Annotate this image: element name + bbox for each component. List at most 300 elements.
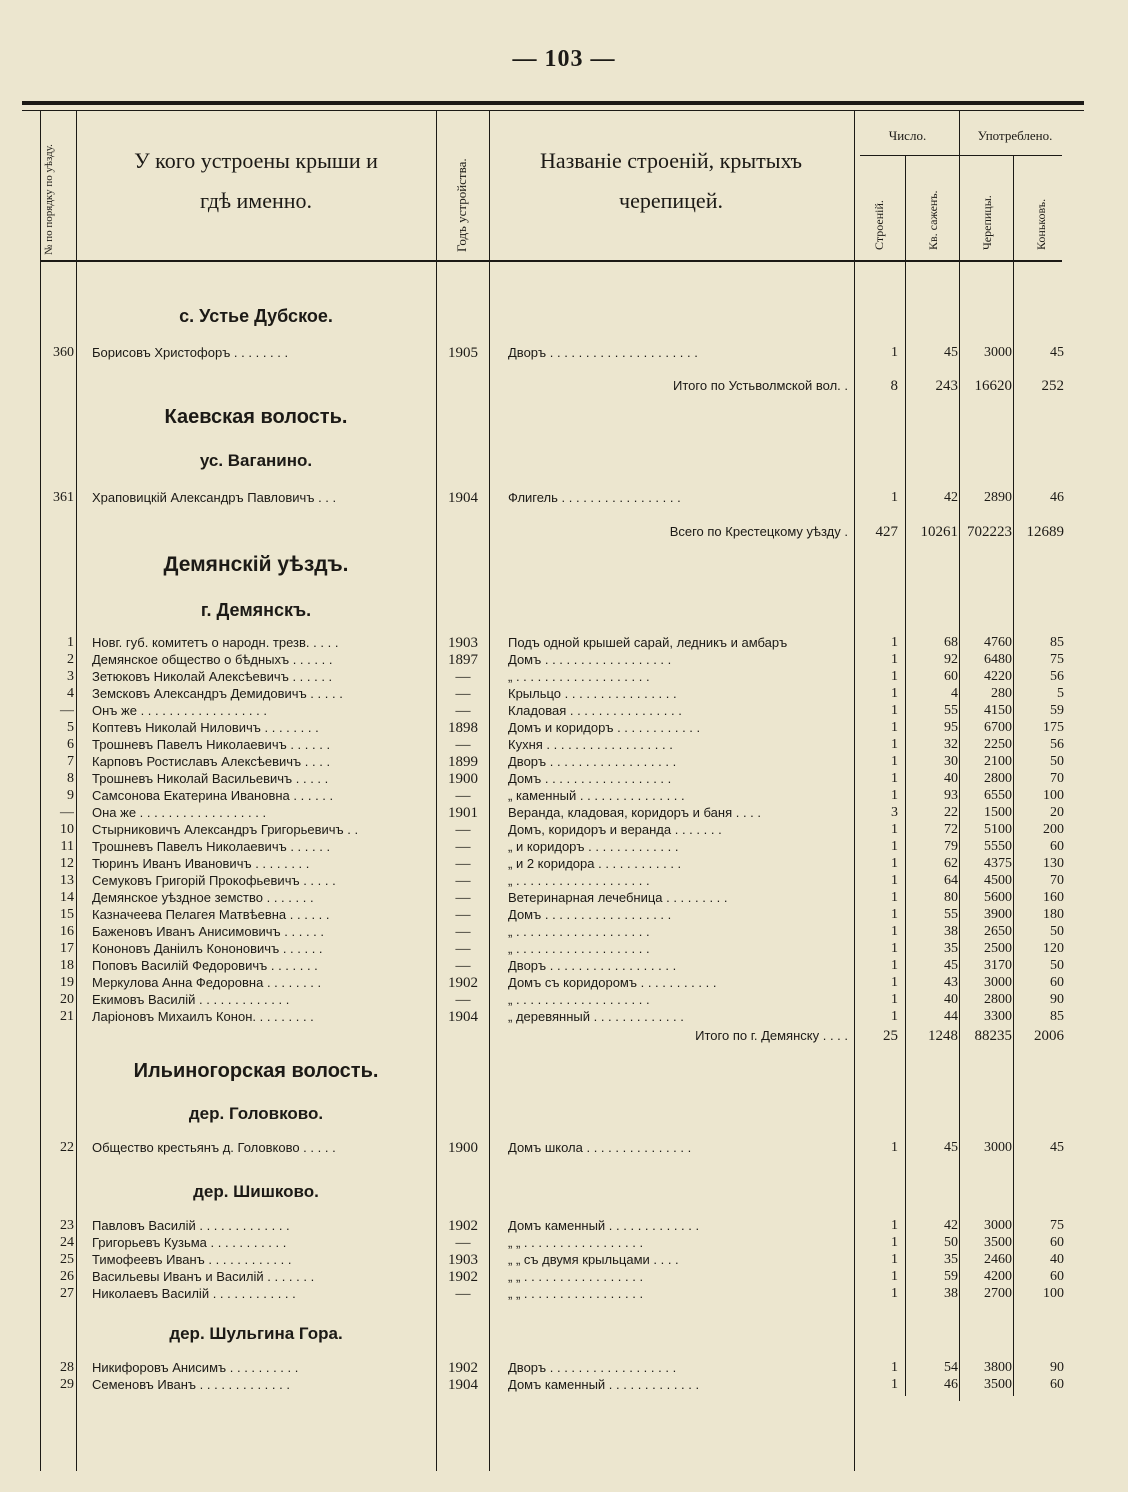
ridge-count: 90 <box>1050 1360 1064 1375</box>
tile-count: 2800 <box>984 992 1012 1007</box>
row-number: 8 <box>67 771 74 786</box>
building-name: „ и коридоръ . . . . . . . . . . . . . <box>508 839 679 854</box>
year-built: 1901 <box>448 805 478 821</box>
table-row <box>0 652 1128 668</box>
square-sazhen: 45 <box>944 345 958 360</box>
group-used-header: Употреблено. <box>977 128 1053 143</box>
table-row <box>0 686 1128 702</box>
building-name: „ „ . . . . . . . . . . . . . . . . . <box>508 1235 644 1250</box>
row-number: 9 <box>67 788 74 803</box>
col-no-header: № по порядку по уѣзду. <box>43 144 55 255</box>
row-number: 4 <box>67 686 74 701</box>
building-count: 1 <box>891 771 898 786</box>
table-row <box>0 345 1128 361</box>
top-rule-thick <box>22 101 1084 105</box>
tile-count: 2460 <box>984 1252 1012 1267</box>
table-row <box>0 1377 1128 1393</box>
building-count: 1 <box>891 345 898 360</box>
row-number: 25 <box>60 1252 74 1267</box>
square-sazhen: 30 <box>944 754 958 769</box>
square-sazhen: 72 <box>944 822 958 837</box>
tile-count: 6480 <box>984 652 1012 667</box>
year-built: — <box>455 669 471 685</box>
building-count: 1 <box>891 1252 898 1267</box>
table-row <box>0 924 1128 940</box>
tile-count: 6550 <box>984 788 1012 803</box>
building-name: „ и 2 коридора . . . . . . . . . . . . <box>508 856 682 871</box>
building-name: Ветеринарная лечебница . . . . . . . . . <box>508 890 728 905</box>
building-name: „ . . . . . . . . . . . . . . . . . . . <box>508 873 650 888</box>
row-number: 20 <box>60 992 74 1007</box>
tile-count: 280 <box>991 686 1012 701</box>
section-heading: г. Демянскъ. <box>200 600 312 620</box>
building-count: 1 <box>891 1218 898 1233</box>
square-sazhen: 95 <box>944 720 958 735</box>
table-row <box>0 839 1128 855</box>
ridge-count: 46 <box>1050 490 1064 505</box>
owner-name: Поповъ Василій Федоровичъ . . . . . . . <box>92 958 318 973</box>
row-number: 6 <box>67 737 74 752</box>
year-built: — <box>455 788 471 804</box>
owner-name: Она же . . . . . . . . . . . . . . . . . . <box>92 805 267 820</box>
ridge-count: 100 <box>1043 1286 1064 1301</box>
table-row <box>0 754 1128 770</box>
row-number: 22 <box>60 1140 74 1155</box>
total-str: 25 <box>883 1028 898 1044</box>
section-heading: Демянскій уѣздъ. <box>163 553 349 576</box>
row-number: 26 <box>60 1269 74 1284</box>
col-who-header-line1: У кого устроены крыши и <box>134 148 378 173</box>
ridge-count: 75 <box>1050 652 1064 667</box>
row-number: 24 <box>60 1235 74 1250</box>
owner-name: Самсонова Екатерина Ивановна . . . . . . <box>92 788 334 803</box>
building-count: 1 <box>891 754 898 769</box>
total-kv: 1248 <box>928 1028 958 1044</box>
owner-name: Онъ же . . . . . . . . . . . . . . . . . . <box>92 703 267 718</box>
building-name: Крыльцо . . . . . . . . . . . . . . . . <box>508 686 677 701</box>
building-count: 1 <box>891 1009 898 1024</box>
row-number: — <box>60 805 74 820</box>
building-name: Дворъ . . . . . . . . . . . . . . . . . . . . . <box>508 345 698 360</box>
row-number: 10 <box>60 822 74 837</box>
building-name: Дворъ . . . . . . . . . . . . . . . . . . <box>508 754 677 769</box>
tile-count: 4760 <box>984 635 1012 650</box>
row-number: 15 <box>60 907 74 922</box>
building-count: 1 <box>891 1235 898 1250</box>
col-str-header: Строеній. <box>872 200 886 250</box>
col-year-header-wrap <box>454 158 594 268</box>
total-cher: 702223 <box>967 524 1012 540</box>
page-number: — 103 — <box>512 46 616 72</box>
row-number: 360 <box>53 345 74 360</box>
row-number: 3 <box>67 669 74 684</box>
building-count: 1 <box>891 1140 898 1155</box>
ridge-count: 60 <box>1050 839 1064 854</box>
table-row <box>0 805 1128 821</box>
ridge-count: 75 <box>1050 1218 1064 1233</box>
owner-name: Трошневъ Павелъ Николаевичъ . . . . . . <box>92 839 331 854</box>
tile-count: 2250 <box>984 737 1012 752</box>
year-built: 1903 <box>448 635 478 651</box>
building-count: 1 <box>891 635 898 650</box>
row-number: 1 <box>67 635 74 650</box>
square-sazhen: 55 <box>944 907 958 922</box>
year-built: 1900 <box>448 1140 478 1156</box>
ridge-count: 180 <box>1043 907 1064 922</box>
table-row <box>0 490 1128 506</box>
owner-name: Ларіоновъ Михаилъ Конон. . . . . . . . . <box>92 1009 314 1024</box>
owner-name: Тимофеевъ Иванъ . . . . . . . . . . . . <box>92 1252 292 1267</box>
building-count: 1 <box>891 992 898 1007</box>
tile-count: 5100 <box>984 822 1012 837</box>
building-name: „ . . . . . . . . . . . . . . . . . . . <box>508 992 650 1007</box>
ridge-count: 60 <box>1050 1235 1064 1250</box>
building-name: Домъ каменный . . . . . . . . . . . . . <box>508 1377 700 1392</box>
building-name: Домъ, коридоръ и веранда . . . . . . . <box>508 822 722 837</box>
square-sazhen: 45 <box>944 958 958 973</box>
year-built: — <box>455 907 471 923</box>
col-bld-header-line1: Названіе строеній, крытыхъ <box>539 148 803 173</box>
year-built: 1900 <box>448 771 478 787</box>
building-name: „ деревянный . . . . . . . . . . . . . <box>508 1009 684 1024</box>
table-row <box>0 822 1128 838</box>
owner-name: Никифоровъ Анисимъ . . . . . . . . . . <box>92 1360 299 1375</box>
building-name: Кладовая . . . . . . . . . . . . . . . . <box>508 703 682 718</box>
col-no-header-wrap <box>43 144 243 275</box>
total-label: Итого по г. Демянску . . . . <box>695 1028 848 1043</box>
row-number: 12 <box>60 856 74 871</box>
ridge-count: 70 <box>1050 771 1064 786</box>
table-row <box>0 771 1128 787</box>
year-built: — <box>455 856 471 872</box>
building-name: Флигель . . . . . . . . . . . . . . . . . <box>508 490 681 505</box>
owner-name: Казначеева Пелагея Матвѣевна . . . . . . <box>92 907 330 922</box>
square-sazhen: 50 <box>944 1235 958 1250</box>
year-built: 1899 <box>448 754 478 770</box>
year-built: 1904 <box>448 490 478 506</box>
owner-name: Екимовъ Василій . . . . . . . . . . . . . <box>92 992 290 1007</box>
building-name: Кухня . . . . . . . . . . . . . . . . . . <box>508 737 673 752</box>
square-sazhen: 42 <box>944 490 958 505</box>
ridge-count: 130 <box>1043 856 1064 871</box>
year-built: 1897 <box>448 652 478 668</box>
table-row <box>0 975 1128 991</box>
row-number: 18 <box>60 958 74 973</box>
year-built: — <box>455 1286 471 1302</box>
table-row <box>0 788 1128 804</box>
building-name: Домъ . . . . . . . . . . . . . . . . . . <box>508 652 672 667</box>
owner-name: Кононовъ Даніилъ Кононовичъ . . . . . . <box>92 941 323 956</box>
square-sazhen: 93 <box>944 788 958 803</box>
ridge-count: 100 <box>1043 788 1064 803</box>
square-sazhen: 44 <box>944 1009 958 1024</box>
building-count: 1 <box>891 652 898 667</box>
ridge-count: 90 <box>1050 992 1064 1007</box>
top-rule-thin <box>22 110 1084 111</box>
table-row <box>0 1218 1128 1234</box>
tile-count: 5550 <box>984 839 1012 854</box>
square-sazhen: 43 <box>944 975 958 990</box>
building-count: 1 <box>891 1286 898 1301</box>
col-kon-header: Коньковъ. <box>1034 198 1048 250</box>
row-number: 21 <box>60 1009 74 1024</box>
year-built: — <box>455 822 471 838</box>
building-name: Домъ . . . . . . . . . . . . . . . . . . <box>508 907 672 922</box>
row-number: 14 <box>60 890 74 905</box>
group-rule <box>860 155 1062 156</box>
table-row <box>0 1009 1128 1025</box>
year-built: — <box>455 703 471 719</box>
building-count: 1 <box>891 924 898 939</box>
total-label: Итого по Устьволмской вол. . <box>673 378 848 393</box>
total-label: Всего по Крестецкому уѣзду . <box>669 524 848 539</box>
ridge-count: 56 <box>1050 669 1064 684</box>
section-heading: с. Устье Дубское. <box>179 306 333 326</box>
total-row <box>0 1028 1128 1046</box>
tile-count: 3500 <box>984 1235 1012 1250</box>
year-built: 1904 <box>448 1377 478 1393</box>
table-row <box>0 1140 1128 1156</box>
row-number: 11 <box>60 839 74 854</box>
building-count: 1 <box>891 958 898 973</box>
year-built: — <box>455 941 471 957</box>
square-sazhen: 80 <box>944 890 958 905</box>
building-name: Веранда, кладовая, коридоръ и баня . . . . <box>508 805 761 820</box>
owner-name: Общество крестьянъ д. Головково . . . . . <box>92 1140 336 1155</box>
table-row <box>0 907 1128 923</box>
owner-name: Трошневъ Николай Васильевичъ . . . . . <box>92 771 329 786</box>
ridge-count: 160 <box>1043 890 1064 905</box>
square-sazhen: 32 <box>944 737 958 752</box>
building-name: Домъ съ коридоромъ . . . . . . . . . . . <box>508 975 717 990</box>
row-number: 2 <box>67 652 74 667</box>
year-built: — <box>455 737 471 753</box>
col-cher-header: Черепицы. <box>980 195 994 250</box>
ridge-count: 200 <box>1043 822 1064 837</box>
row-number: 29 <box>60 1377 74 1392</box>
tile-count: 4375 <box>984 856 1012 871</box>
table-row <box>0 992 1128 1008</box>
row-number: 23 <box>60 1218 74 1233</box>
ridge-count: 60 <box>1050 1269 1064 1284</box>
owner-name: Демянское уѣздное земство . . . . . . . <box>92 890 314 905</box>
building-name: Домъ . . . . . . . . . . . . . . . . . . <box>508 771 672 786</box>
building-name: Подъ одной крышей сарай, ледникъ и амбаръ <box>508 635 788 650</box>
ridge-count: 70 <box>1050 873 1064 888</box>
table-row <box>0 856 1128 872</box>
square-sazhen: 68 <box>944 635 958 650</box>
total-kon: 252 <box>1041 378 1064 394</box>
owner-name: Баженовъ Иванъ Анисимовичъ . . . . . . <box>92 924 325 939</box>
table-row <box>0 635 1128 651</box>
row-number: 16 <box>60 924 74 939</box>
square-sazhen: 4 <box>951 686 958 701</box>
ridge-count: 85 <box>1050 1009 1064 1024</box>
square-sazhen: 46 <box>944 1377 958 1392</box>
year-built: — <box>455 992 471 1008</box>
building-count: 1 <box>891 822 898 837</box>
owner-name: Павловъ Василій . . . . . . . . . . . . . <box>92 1218 290 1233</box>
building-name: Домъ и коридоръ . . . . . . . . . . . . <box>508 720 701 735</box>
col-bld-header-line2: черепицей. <box>619 188 723 213</box>
col-kon-header-wrap <box>1034 198 1114 265</box>
tile-count: 3000 <box>984 1140 1012 1155</box>
row-number: — <box>60 703 74 718</box>
building-count: 1 <box>891 686 898 701</box>
owner-name: Николаевъ Василій . . . . . . . . . . . . <box>92 1286 296 1301</box>
tile-count: 3000 <box>984 345 1012 360</box>
building-count: 1 <box>891 873 898 888</box>
table-row <box>0 1286 1128 1302</box>
building-name: „ . . . . . . . . . . . . . . . . . . . <box>508 924 650 939</box>
owner-name: Борисовъ Христофоръ . . . . . . . . <box>92 345 289 360</box>
building-count: 1 <box>891 720 898 735</box>
tile-count: 3000 <box>984 975 1012 990</box>
ridge-count: 175 <box>1043 720 1064 735</box>
ridge-count: 60 <box>1050 975 1064 990</box>
tile-count: 4500 <box>984 873 1012 888</box>
table-row <box>0 1235 1128 1251</box>
tile-count: 5600 <box>984 890 1012 905</box>
section-heading: Ильиногорская волость. <box>133 1060 379 1082</box>
owner-name: Семуковъ Григорій Прокофьевичъ . . . . . <box>92 873 336 888</box>
building-name: Дворъ . . . . . . . . . . . . . . . . . . <box>508 1360 677 1375</box>
col-year-header: Годъ устройства. <box>454 158 469 252</box>
square-sazhen: 59 <box>944 1269 958 1284</box>
building-count: 1 <box>891 839 898 854</box>
owner-name: Храповицкій Александръ Павловичъ . . . <box>92 490 337 505</box>
section-heading: дер. Шульгина Гора. <box>169 1324 343 1343</box>
table-row <box>0 1360 1128 1376</box>
tile-count: 4220 <box>984 669 1012 684</box>
square-sazhen: 40 <box>944 771 958 786</box>
col-kv-header: Кв. саженъ. <box>926 190 940 250</box>
table-row <box>0 890 1128 906</box>
square-sazhen: 35 <box>944 941 958 956</box>
building-count: 1 <box>891 1360 898 1375</box>
tile-count: 3500 <box>984 1377 1012 1392</box>
building-count: 1 <box>891 890 898 905</box>
total-kon: 12689 <box>1026 524 1064 540</box>
row-number: 5 <box>67 720 74 735</box>
table-row <box>0 737 1128 753</box>
row-number: 19 <box>60 975 74 990</box>
building-count: 1 <box>891 703 898 718</box>
tile-count: 3170 <box>984 958 1012 973</box>
total-str: 8 <box>890 378 898 394</box>
tile-count: 3000 <box>984 1218 1012 1233</box>
tile-count: 2890 <box>984 490 1012 505</box>
tile-count: 3900 <box>984 907 1012 922</box>
square-sazhen: 22 <box>944 805 958 820</box>
square-sazhen: 38 <box>944 1286 958 1301</box>
square-sazhen: 38 <box>944 924 958 939</box>
owner-name: Трошневъ Павелъ Николаевичъ . . . . . . <box>92 737 331 752</box>
square-sazhen: 55 <box>944 703 958 718</box>
building-count: 1 <box>891 669 898 684</box>
year-built: 1904 <box>448 1009 478 1025</box>
total-str: 427 <box>875 524 898 540</box>
col-who-header-line2: гдѣ именно. <box>199 188 313 213</box>
ridge-count: 56 <box>1050 737 1064 752</box>
table-row <box>0 958 1128 974</box>
owner-name: Тюринъ Иванъ Ивановичъ . . . . . . . . <box>92 856 310 871</box>
square-sazhen: 54 <box>944 1360 958 1375</box>
owner-name: Меркулова Анна Федоровна . . . . . . . . <box>92 975 322 990</box>
total-cher: 88235 <box>974 1028 1012 1044</box>
building-count: 1 <box>891 788 898 803</box>
tile-count: 2800 <box>984 771 1012 786</box>
ridge-count: 50 <box>1050 924 1064 939</box>
tile-count: 4150 <box>984 703 1012 718</box>
owner-name: Стырниковичъ Александръ Григорьевичъ . . <box>92 822 359 837</box>
square-sazhen: 60 <box>944 669 958 684</box>
ridge-count: 120 <box>1043 941 1064 956</box>
square-sazhen: 45 <box>944 1140 958 1155</box>
owner-name: Карповъ Ростиславъ Алексѣевичъ . . . . <box>92 754 331 769</box>
ridge-count: 50 <box>1050 958 1064 973</box>
ridge-count: 50 <box>1050 754 1064 769</box>
year-built: 1902 <box>448 975 478 991</box>
tile-count: 2500 <box>984 941 1012 956</box>
table-row <box>0 873 1128 889</box>
tile-count: 2650 <box>984 924 1012 939</box>
table-row <box>0 1252 1128 1268</box>
owner-name: Земсковъ Александръ Демидовичъ . . . . . <box>92 686 343 701</box>
owner-name: Коптевъ Николай Ниловичъ . . . . . . . . <box>92 720 319 735</box>
total-cher: 16620 <box>974 378 1012 394</box>
year-built: — <box>455 839 471 855</box>
total-row <box>0 524 1128 542</box>
building-name: „ каменный . . . . . . . . . . . . . . . <box>508 788 685 803</box>
square-sazhen: 40 <box>944 992 958 1007</box>
building-count: 1 <box>891 975 898 990</box>
tile-count: 4200 <box>984 1269 1012 1284</box>
section-heading: дер. Шишково. <box>193 1182 319 1201</box>
ridge-count: 45 <box>1050 345 1064 360</box>
year-built: 1902 <box>448 1218 478 1234</box>
building-count: 1 <box>891 856 898 871</box>
table-row <box>0 720 1128 736</box>
row-number: 361 <box>53 490 74 505</box>
square-sazhen: 42 <box>944 1218 958 1233</box>
square-sazhen: 64 <box>944 873 958 888</box>
tile-count: 2700 <box>984 1286 1012 1301</box>
owner-name: Семеновъ Иванъ . . . . . . . . . . . . . <box>92 1377 290 1392</box>
building-name: „ „ . . . . . . . . . . . . . . . . . <box>508 1269 644 1284</box>
tile-count: 2100 <box>984 754 1012 769</box>
square-sazhen: 62 <box>944 856 958 871</box>
section-heading: Каевская волость. <box>164 406 348 428</box>
building-name: Домъ каменный . . . . . . . . . . . . . <box>508 1218 700 1233</box>
owner-name: Демянское общество о бѣдныхъ . . . . . . <box>92 652 333 667</box>
ridge-count: 5 <box>1057 686 1064 701</box>
building-name: „ . . . . . . . . . . . . . . . . . . . <box>508 941 650 956</box>
square-sazhen: 35 <box>944 1252 958 1267</box>
tile-count: 3800 <box>984 1360 1012 1375</box>
building-name: „ „ съ двумя крыльцами . . . . <box>508 1252 679 1267</box>
owner-name: Зетюковъ Николай Алексѣевичъ . . . . . . <box>92 669 333 684</box>
year-built: — <box>455 1235 471 1251</box>
owner-name: Григорьевъ Кузьма . . . . . . . . . . . <box>92 1235 287 1250</box>
building-count: 1 <box>891 490 898 505</box>
building-name: Домъ школа . . . . . . . . . . . . . . . <box>508 1140 692 1155</box>
owner-name: Новг. губ. комитетъ о народн. трезв. . . . . <box>92 635 339 650</box>
ridge-count: 40 <box>1050 1252 1064 1267</box>
building-count: 1 <box>891 1269 898 1284</box>
owner-name: Васильевы Иванъ и Василій . . . . . . . <box>92 1269 315 1284</box>
year-built: 1902 <box>448 1360 478 1376</box>
